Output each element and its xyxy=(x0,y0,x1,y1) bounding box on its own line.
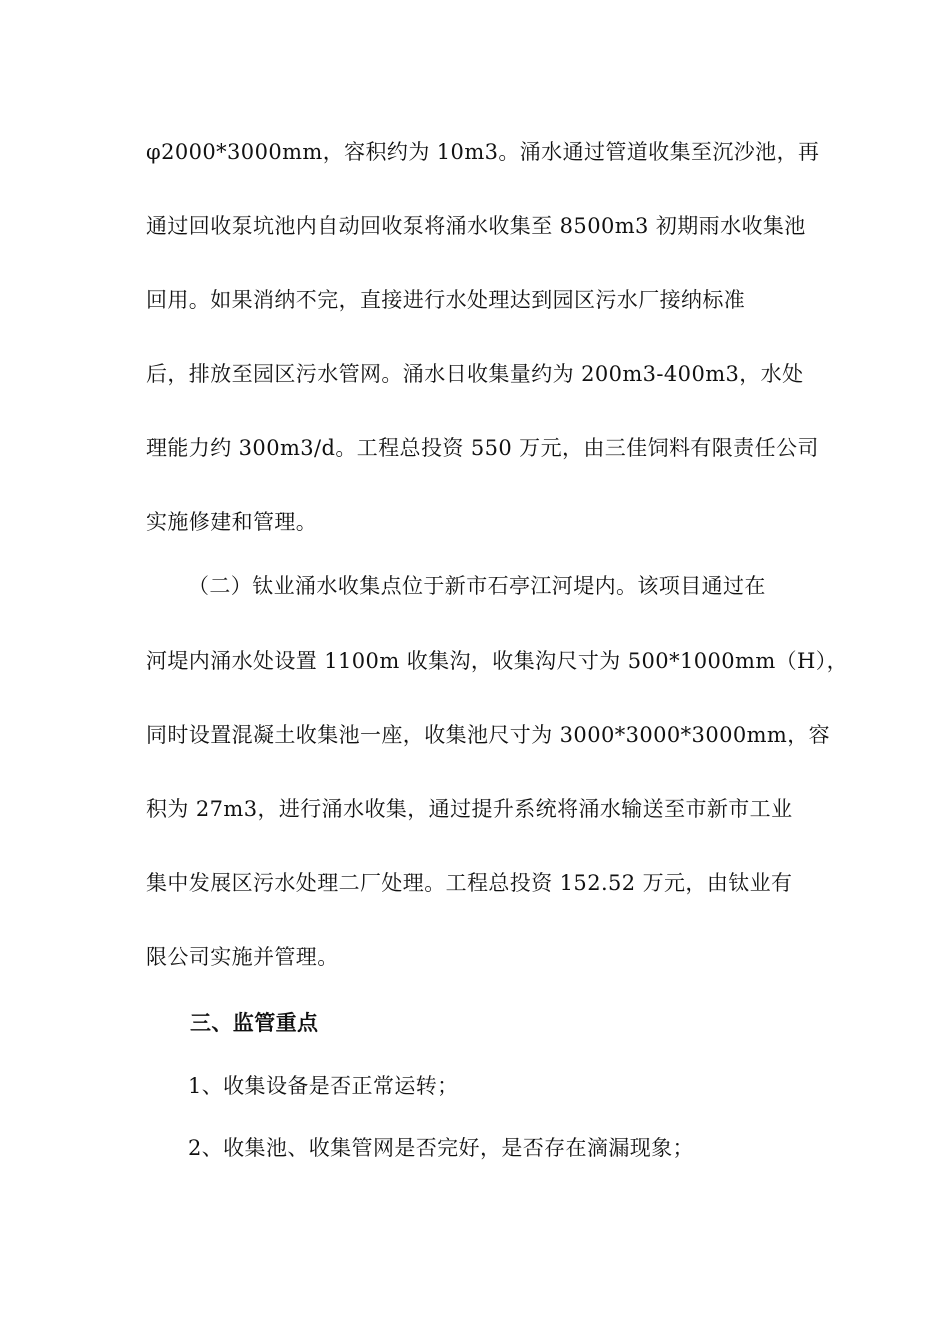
paragraph-2-line-4: 积为 27m3，进行涌水收集，通过提升系统将涌水输送至市新市工业 xyxy=(146,797,793,821)
paragraph-1-line-3: 回用。如果消纳不完，直接进行水处理达到园区污水厂接纳标准 xyxy=(146,288,746,312)
paragraph-1-line-4: 后，排放至园区污水管网。涌水日收集量约为 200m3-400m3，水处 xyxy=(146,362,804,386)
section-3-heading: 三、监管重点 xyxy=(190,1010,319,1035)
paragraph-2-line-5: 集中发展区污水处理二厂处理。工程总投资 152.52 万元，由钛业有 xyxy=(146,871,793,895)
section-3-item-2: 2、收集池、收集管网是否完好，是否存在滴漏现象； xyxy=(188,1136,694,1160)
paragraph-2-line-6: 限公司实施并管理。 xyxy=(146,945,339,969)
paragraph-1-line-2: 通过回收泵坑池内自动回收泵将涌水收集至 8500m3 初期雨水收集池 xyxy=(146,214,806,238)
paragraph-1-line-1: φ2000*3000mm，容积约为 10m3。涌水通过管道收集至沉沙池，再 xyxy=(146,140,820,164)
paragraph-1-line-6: 实施修建和管理。 xyxy=(146,510,318,534)
paragraph-1-line-5: 理能力约 300m3/d。工程总投资 550 万元，由三佳饲料有限责任公司 xyxy=(146,436,819,460)
paragraph-2-line-2: 河堤内涌水处设置 1100m 收集沟，收集沟尺寸为 500*1000mm（H）， xyxy=(146,649,849,673)
paragraph-2-line-3: 同时设置混凝土收集池一座，收集池尺寸为 3000*3000*3000mm，容 xyxy=(146,723,831,747)
paragraph-2-line-1: （二）钛业涌水收集点位于新市石亭江河堤内。该项目通过在 xyxy=(188,574,766,598)
section-3-item-1: 1、收集设备是否正常运转； xyxy=(188,1074,459,1098)
